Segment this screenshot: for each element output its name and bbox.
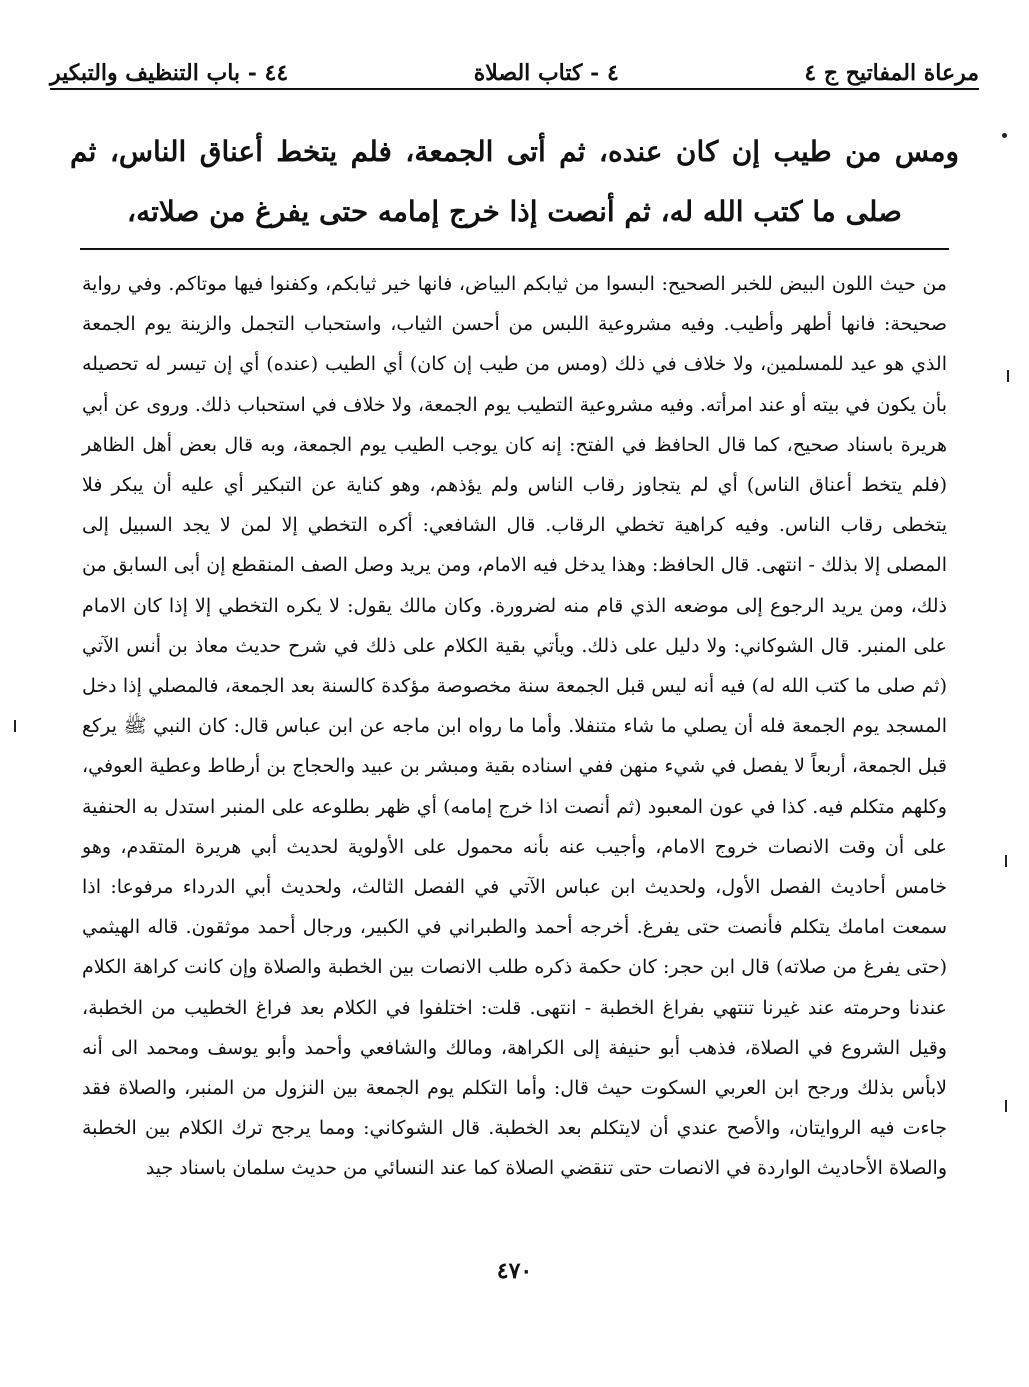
- chapter-title: ٤٤ - باب التنظيف والتبكير: [50, 60, 289, 86]
- page-number: ٤٧٠: [496, 1258, 533, 1284]
- commentary-body: من حيث اللون البيض للخبر الصحيح: البسوا من ثيابكم البياض، فانها خير ثيابكم، وكفنوا فيها موتاكم. وفي رواية صحيحة: فانها أطهر وأطيب. وفيه مشروعية اللبس من أحسن الثياب، واستحباب التجمل والزينة يوم الجمعة الذي هو عيد للمسلمين، ولا خلاف في ذلك (ومس من طيب إن كان) أي الطيب (عنده) أي إن تيسر له تحصيله بأن يكون في بيته أو عند امرأته. وفيه مشروعية التطيب يوم الجمعة، ولا خلاف في استحباب ذلك. وروى عن أبي هريرة باسناد صحيح، كما قال الحافظ في الفتح: إنه كان يوجب الطيب يوم الجمعة، وبه قال بعض أهل الظاهر (فلم يتخط أعناق الناس) أي لم يتجاوز رقاب الناس ولم يؤذهم، وهو كناية عن التبكير أي عليه أن يبكر فلا يتخطى رقاب الناس. وفيه كراهية تخطي الرقاب. قال الشافعي: أكره التخطي إلا لمن لا يجد السبيل إلى المصلى إلا بذلك - انتهى. قال الحافظ: وهذا يدخل فيه الامام، ومن يريد وصل الصف المنقطع إن أبى السابق من ذلك، ومن يريد الرجوع إلى موضعه الذي قام منه لضرورة. وكان مالك يقول: لا يكره التخطي إلا إذا كان الامام على المنبر. قال الشوكاني: ولا دليل على ذلك. ويأتي بقية الكلام على ذلك في شرح حديث معاذ بن أنس الآتي (ثم صلى ما كتب الله له) فيه أنه ليس قبل الجمعة سنة مخصوصة مؤكدة كالسنة بعد الجمعة، فالمصلي إذا دخل المسجد يوم الجمعة فله أن يصلي ما شاء متنفلا. وأما ما رواه ابن ماجه عن ابن عباس قال: كان النبي ﷺ يركع قبل الجمعة، أربعاً لا يفصل في شيء منهن ففي اسناده بقية ومبشر بن عبيد والحجاج بن أرطاط وعطية العوفي، وكلهم متكلم فيه. كذا في عون المعبود (ثم أنصت اذا خرج إمامه) أي ظهر بطلوعه على المنبر استدل به الحنفية على أن وقت الانصات خروج الامام، وأجيب عنه بأنه محمول على الأولوية لحديث أبي هريرة المتقدم، وهو خامس أحاديث الفصل الأول، ولحديث ابن عباس الآتي في الفصل الثالث، ولحديث أبي الدرداء مرفوعا: اذا سمعت امامك يتكلم فأنصت حتى يفرغ. أخرجه أحمد والطبراني في الكبير، ورجال أحمد موثقون. قاله الهيثمي (حتى يفرغ من صلاته) قال ابن حجر: كان حكمة ذكره طلب الانصات بين الخطبة والصلاة وإن كانت كراهة الكلام عندنا وحرمته عند غيرنا تنتهي بفراغ الخطبة - انتهى. قلت: اختلفوا في الكلام بعد فراغ الخطيب من الخطبة، وقيل الشروع في الصلاة، فذهب أبو حنيفة إلى الكراهة، ومالك والشافعي وأحمد وأبو يوسف ومحمد الى أنه لابأس بذلك ورجح ابن العربي السكوت حيث قال: وأما التكلم يوم الجمعة بين النزول من المنبر، والصلاة فقد جاءت فيه الروايتان، والأصح عندي أن لايتكلم بعد الخطبة. قال الشوكاني: ومما يرجح ترك الكلام بين الخطبة والصلاة الأحاديث الواردة في الانصات حتى تنقضي الصلاة كما عند النسائي من حديث سلمان باسناد جيد: [82, 273, 947, 1180]
- hadith-text: ومس من طيب إن كان عنده، ثم أتى الجمعة، فلم يتخط أعناق الناس، ثم صلى ما كتب الله له، ثم أنصت إذا خرج إمامه حتى يفرغ من صلاته،: [70, 135, 959, 228]
- margin-mark: [1005, 855, 1007, 867]
- margin-mark: [1007, 370, 1009, 382]
- book-section: ٤ - كتاب الصلاة: [473, 60, 619, 86]
- header-divider: [50, 88, 979, 90]
- commentary-section: [82, 264, 947, 1189]
- hadith-divider: [80, 248, 949, 250]
- margin-mark: [14, 720, 16, 732]
- margin-mark: [1005, 1100, 1007, 1112]
- running-header: [50, 38, 979, 86]
- margin-mark: [1002, 133, 1007, 138]
- book-title: مرعاة المفاتيح ج ٤: [804, 60, 979, 86]
